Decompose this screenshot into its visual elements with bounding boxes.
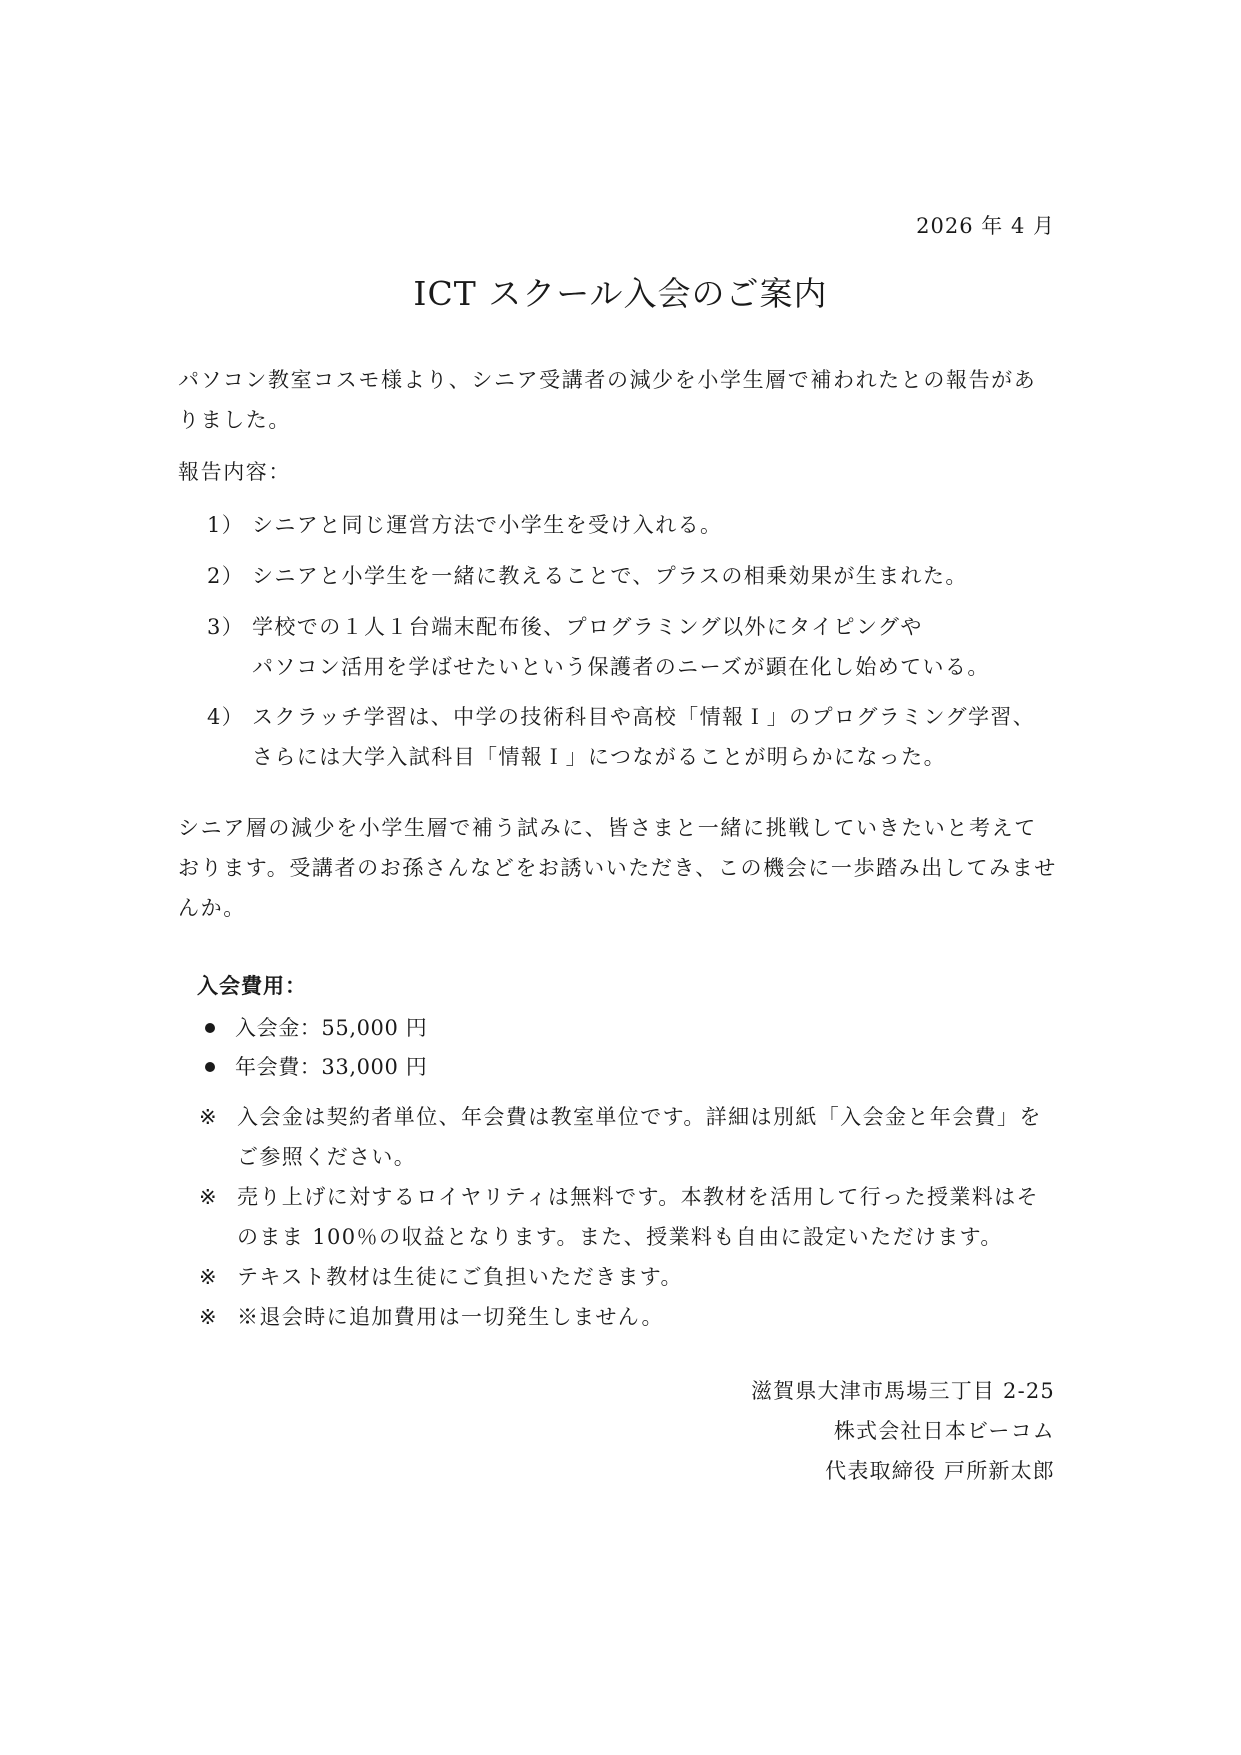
fee-list-item	[205, 1051, 427, 1081]
report-item-number: 2）	[207, 564, 245, 588]
note-text-line1: テキスト教材は生徒にご負担いただきます。	[237, 1265, 683, 1289]
report-item-text-line1: 学校での１人１台端末配布後、プログラミング以外にタイピングや	[252, 615, 923, 639]
note-item	[199, 1297, 1069, 1337]
fee-heading: 入会費用：	[197, 973, 307, 998]
closing-paragraph: シニア層の減少を小学生層で補う試みに、皆さまと一緒に挑戦していきたいと考えております。受講者のお孫さんなどをお誘いいただき、この機会に一歩踏み出してみませんか。	[178, 816, 1057, 920]
report-item-text-line2: さらには大学入試科目「情報Ｉ」につながることが明らかになった。	[252, 745, 946, 769]
report-item	[207, 556, 1067, 596]
report-heading: 報告内容：	[178, 460, 291, 484]
note-item	[199, 1177, 1069, 1257]
note-item	[199, 1257, 1069, 1297]
report-item-number: 1）	[207, 513, 245, 537]
report-item-text: シニアと同じ運営方法で小学生を受け入れる。	[252, 513, 723, 537]
signature-representative: 代表取締役 戸所新太郎	[825, 1459, 1055, 1483]
report-item	[207, 505, 1067, 545]
signature-company: 株式会社日本ビーコム	[833, 1419, 1055, 1443]
note-text-line2: のまま 100％の収益となります。また、授業料も自由に設定いただけます。	[237, 1225, 1003, 1249]
fee-item-text: 入会金：55,000 円	[235, 1016, 428, 1040]
note-text-line2: ご参照ください。	[237, 1145, 417, 1169]
report-item-text-line1: スクラッチ学習は、中学の技術科目や高校「情報Ｉ」のプログラミング学習、	[252, 705, 1036, 729]
note-text-line1: ※退会時に追加費用は一切発生しません。	[237, 1305, 664, 1329]
note-text-line1: 入会金は契約者単位、年会費は教室単位です。詳細は別紙「入会金と年会費」を	[237, 1105, 1042, 1129]
bullet-icon	[205, 1062, 215, 1072]
reference-mark-icon: ※	[199, 1305, 218, 1329]
report-item-number: 4）	[207, 705, 245, 729]
reference-mark-icon: ※	[199, 1265, 218, 1289]
report-item	[207, 697, 1067, 777]
fee-item-text: 年会費：33,000 円	[235, 1055, 428, 1079]
report-item	[207, 607, 1067, 687]
reference-mark-icon: ※	[199, 1105, 218, 1129]
reference-mark-icon: ※	[199, 1185, 218, 1209]
report-item-text: シニアと小学生を一緒に教えることで、プラスの相乗効果が生まれた。	[252, 564, 968, 588]
report-item-number: 3）	[207, 615, 245, 639]
intro-paragraph: パソコン教室コスモ様より、シニア受講者の減少を小学生層で補われたとの報告がありました。	[178, 368, 1037, 432]
signature-address: 滋賀県大津市馬場三丁目 2-25	[750, 1379, 1055, 1403]
note-item	[199, 1097, 1069, 1177]
document-title: ICT スクール入会のご案内	[413, 274, 828, 313]
note-text-line1: 売り上げに対するロイヤリティは無料です。本教材を活用して行った授業料はそ	[237, 1185, 1039, 1209]
bullet-icon	[205, 1023, 215, 1033]
document-date: 2026 年 4 月	[916, 214, 1055, 238]
fee-list-item	[205, 1012, 427, 1042]
report-item-text-line2: パソコン活用を学ばせたいという保護者のニーズが顕在化し始めている。	[252, 655, 990, 679]
